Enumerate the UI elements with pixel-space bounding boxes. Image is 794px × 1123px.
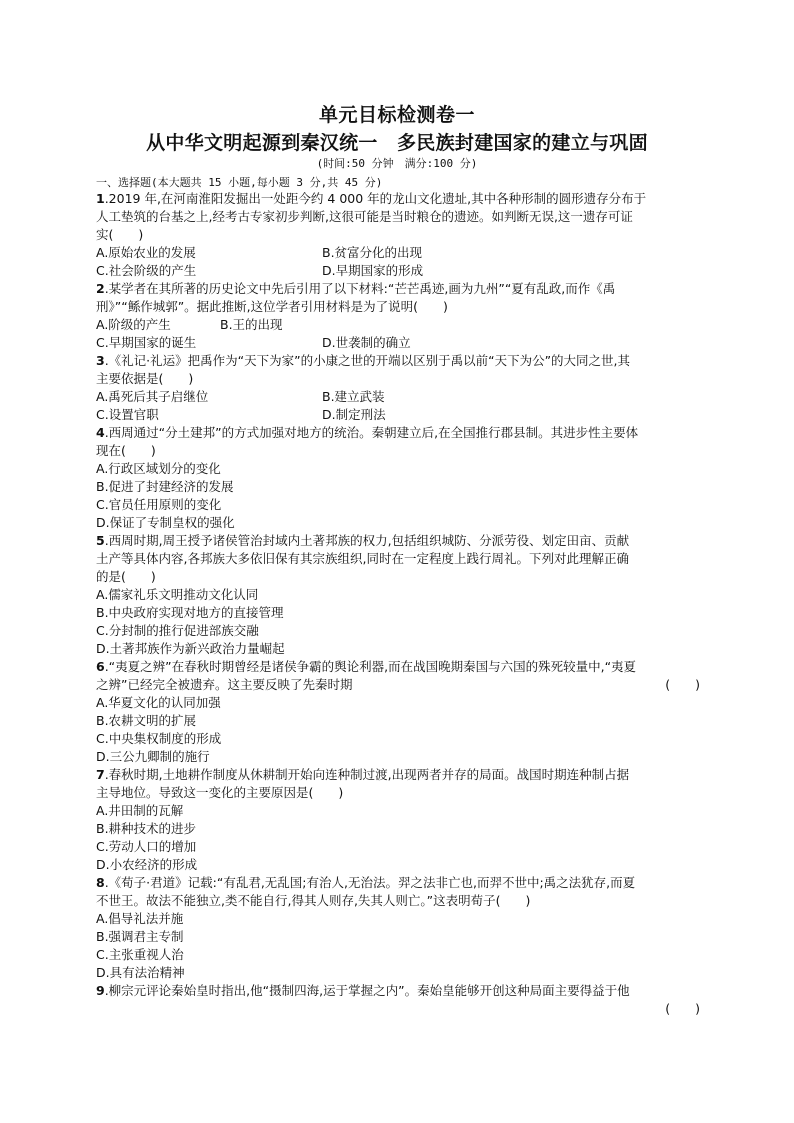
question-text: .西周时期,周王授予诸侯管治封域内土著邦族的权力,包括组织城防、分派劳役、划定田亩、贡献	[104, 533, 630, 548]
question-text: .西周通过“分土建邦”的方式加强对地方的统治。秦朝建立后,在全国推行郡县制。其进步性主要体	[104, 425, 639, 440]
question-list	[96, 190, 700, 1018]
option-c[interactable]: C.官员任用原则的变化	[96, 497, 222, 512]
question-number: 4	[96, 425, 105, 440]
option-b[interactable]: B.贫富分化的出现	[322, 245, 423, 260]
question-9	[96, 982, 700, 1018]
question-text: 人工垫筑的台基之上,经考古专家初步判断,这很可能是当时粮仓的遗迹。如判断无误,这一遗存可证	[96, 209, 633, 224]
section-heading: 一、选择题(本大题共 15 小题,每小题 3 分,共 45 分)	[96, 176, 383, 189]
question-number: 1	[96, 191, 105, 206]
exam-meta: (时间:50 分钟 满分:100 分)	[316, 157, 478, 170]
question-text: 主要依据是( )	[96, 371, 194, 386]
option-d[interactable]: D.三公九卿制的施行	[96, 749, 210, 764]
question-2	[96, 280, 700, 352]
question-text: 实( )	[96, 227, 144, 242]
question-text: 不世王。故法不能独立,类不能自行,得其人则存,失其人则亡。”这表明荀子( )	[96, 893, 531, 908]
question-text: .“夷夏之辨”在春秋时期曾经是诸侯争霸的舆论利器,而在战国晚期秦国与六国的殊死较量中,“夷夏	[104, 659, 637, 674]
option-c[interactable]: C.劳动人口的增加	[96, 839, 197, 854]
option-d[interactable]: D.土著邦族作为新兴政治力量崛起	[96, 641, 285, 656]
answer-blank[interactable]: ( )	[665, 1001, 700, 1016]
option-a[interactable]: A.禹死后其子启继位	[96, 389, 209, 404]
option-b[interactable]: B.建立武装	[322, 389, 385, 404]
question-number: 5	[96, 533, 105, 548]
option-a[interactable]: A.原始农业的发展	[96, 245, 196, 260]
question-text: 土产等具体内容,各邦族大多依旧保有其宗族组织,同时在一定程度上践行周礼。下列对此理解正确	[96, 551, 629, 566]
option-b[interactable]: B.强调君主专制	[96, 929, 184, 944]
option-c[interactable]: C.主张重视人治	[96, 947, 184, 962]
option-d[interactable]: D.世袭制的确立	[322, 335, 411, 350]
option-b[interactable]: B.中央政府实现对地方的直接管理	[96, 605, 284, 620]
question-text: 的是( )	[96, 569, 156, 584]
question-4	[96, 424, 700, 532]
question-text: .2019 年,在河南淮阳发掘出一处距今约 4 000 年的龙山文化遗址,其中各种形制的圆形遗存分布于	[104, 191, 647, 206]
question-5	[96, 532, 700, 658]
question-number: 6	[96, 659, 105, 674]
option-a[interactable]: A.阶级的产生	[96, 317, 171, 332]
option-b[interactable]: B.农耕文明的扩展	[96, 713, 197, 728]
question-number: 3	[96, 353, 105, 368]
question-3	[96, 352, 700, 424]
question-number: 7	[96, 767, 105, 782]
option-d[interactable]: D.保证了专制皇权的强化	[96, 515, 235, 530]
question-8	[96, 874, 700, 982]
answer-blank[interactable]: ( )	[665, 677, 700, 692]
question-text: 刑》”“鲧作城郭”。据此推断,这位学者引用材料是为了说明( )	[96, 299, 448, 314]
option-d[interactable]: D.早期国家的形成	[322, 263, 424, 278]
option-d[interactable]: D.具有法治精神	[96, 965, 185, 980]
option-b[interactable]: B.促进了封建经济的发展	[96, 479, 234, 494]
question-6	[96, 658, 700, 766]
option-a[interactable]: A.倡导礼法并施	[96, 911, 184, 926]
question-text: .柳宗元评论秦始皇时指出,他“摄制四海,运于掌握之内”。秦始皇能够开创这种局面主要得益于他	[104, 983, 630, 998]
question-text: .春秋时期,土地耕作制度从休耕制开始向连种制过渡,出现两者并存的局面。战国时期连种制占据	[104, 767, 630, 782]
question-text: 主导地位。导致这一变化的主要原因是( )	[96, 785, 344, 800]
question-1	[96, 190, 700, 280]
option-c[interactable]: C.设置官职	[96, 407, 159, 422]
option-d[interactable]: D.制定刑法	[322, 407, 386, 422]
option-c[interactable]: C.中央集权制度的形成	[96, 731, 222, 746]
option-c[interactable]: C.社会阶级的产生	[96, 263, 197, 278]
question-number: 9	[96, 983, 105, 998]
question-text: .《荀子·君道》记载:“有乱君,无乱国;有治人,无治法。羿之法非亡也,而羿不世中;禹之法犹存,而夏	[104, 875, 636, 890]
question-text: 现在( )	[96, 443, 156, 458]
option-a[interactable]: A.井田制的瓦解	[96, 803, 184, 818]
question-number: 2	[96, 281, 105, 296]
page-subtitle: 从中华文明起源到秦汉统一 多民族封建国家的建立与巩固	[146, 132, 648, 154]
page-title: 单元目标检测卷一	[318, 104, 475, 126]
option-c[interactable]: C.早期国家的诞生	[96, 335, 197, 350]
option-a[interactable]: A.行政区域划分的变化	[96, 461, 221, 476]
question-text: 之辨”已经完全被遗弃。这主要反映了先秦时期	[96, 677, 353, 692]
question-text: .某学者在其所著的历史论文中先后引用了以下材料:“芒芒禹迹,画为九州”“夏有乱政,而作《禹	[104, 281, 616, 296]
option-c[interactable]: C.分封制的推行促进部族交融	[96, 623, 259, 638]
question-text: .《礼记·礼运》把禹作为“天下为家”的小康之世的开端以区别于禹以前“天下为公”的大同之世,其	[104, 353, 631, 368]
option-d[interactable]: D.小农经济的形成	[96, 857, 198, 872]
option-b[interactable]: B.王的出现	[220, 317, 283, 332]
option-b[interactable]: B.耕种技术的进步	[96, 821, 197, 836]
option-a[interactable]: A.儒家礼乐文明推动文化认同	[96, 587, 259, 602]
option-a[interactable]: A.华夏文化的认同加强	[96, 695, 221, 710]
question-7	[96, 766, 700, 874]
question-number: 8	[96, 875, 105, 890]
